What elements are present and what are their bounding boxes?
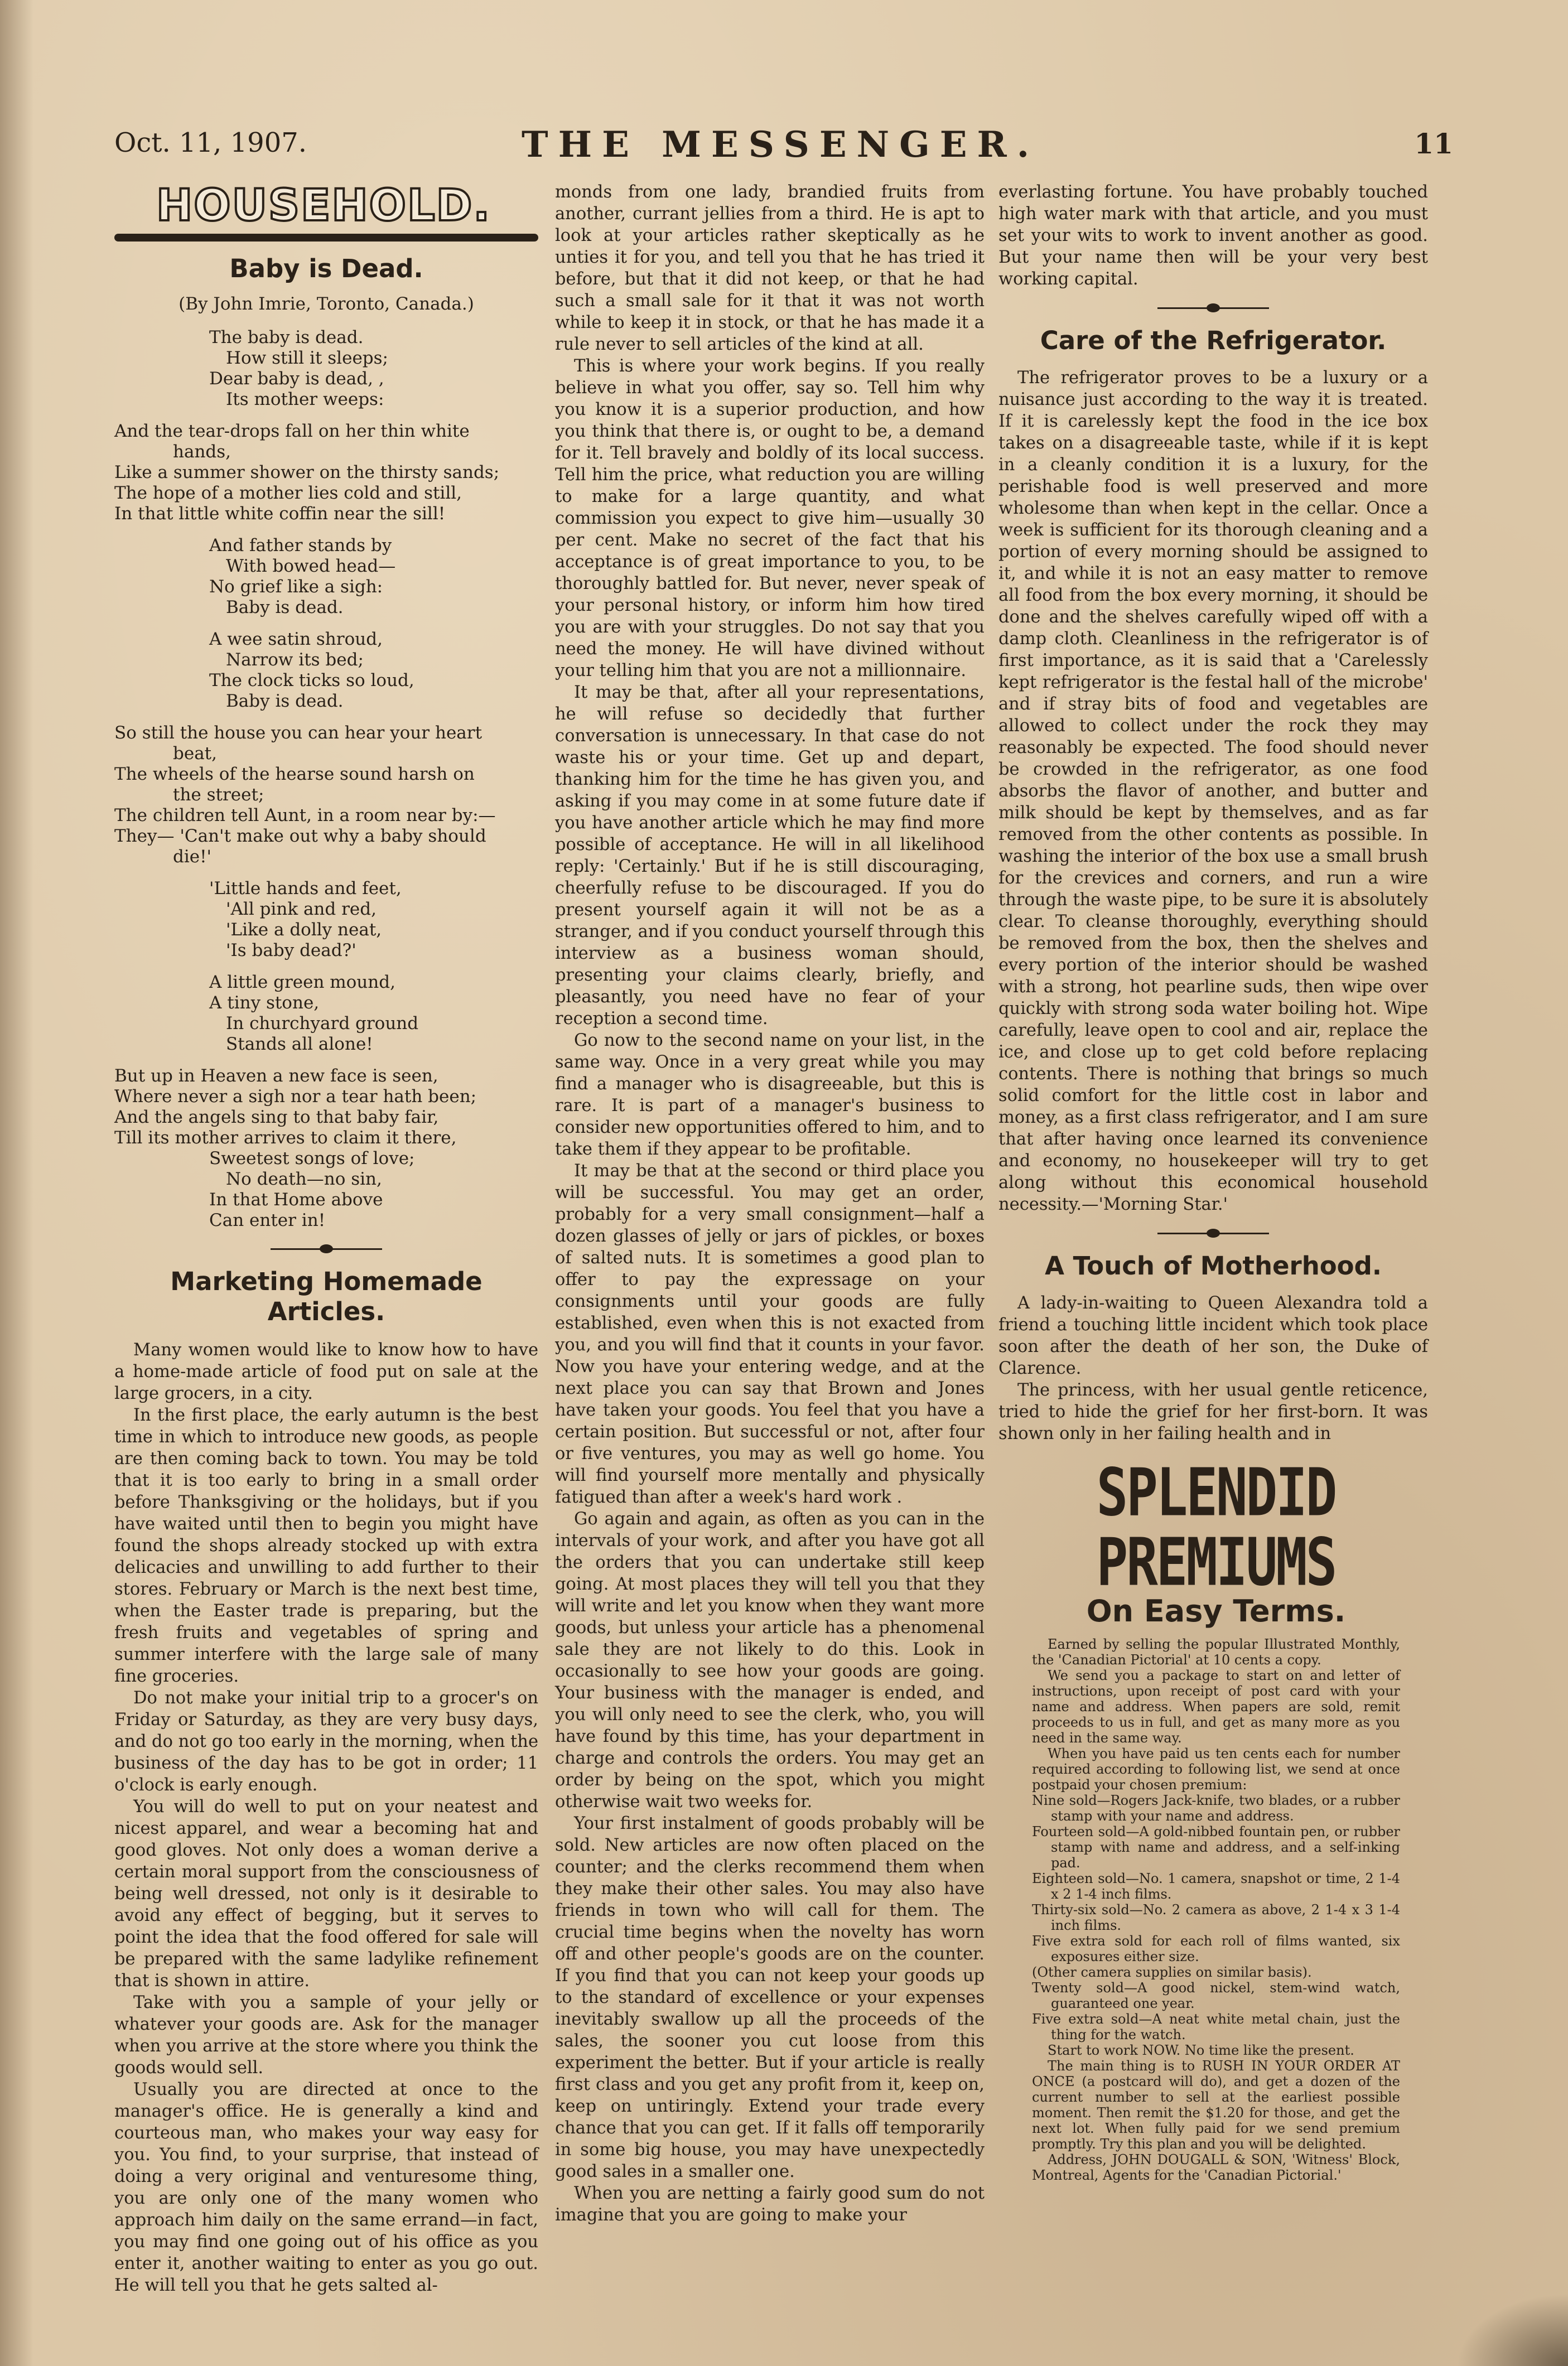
poem-body: [114, 327, 538, 1231]
poem-line: Baby is dead.: [226, 691, 344, 711]
poem-line: In that Home above: [209, 1190, 383, 1210]
article-paragraph: It may be that at the second or third place you will be successful. You may get an order, probably for a very small consignment—half a dozen glasses of jelly or jars of pickles, or boxes of salted nuts. It is sometimes a good plan to offer to pay the expressage on your consignments until your goods are fully established, even when this is not exacted from you, and you will find that it counts in your favor. Now you have your entering wedge, and at the next place you can say that Brown and Jones have taken your goods. You feel that you have a certain position. But successful or not, after four or five ventures, you may as well go home. You will find yourself more mentally and physically fatigued than after a week's hard work .: [555, 1161, 985, 1507]
page-number: 11: [1414, 127, 1453, 160]
poem-stanza: [114, 327, 538, 410]
poem-line: Can enter in!: [209, 1210, 326, 1230]
article-paragraph: Go now to the second name on your list, in the same way. Once in a very great while you may find a manager who is disagreeable, but this is rare. It is part of a manager's business to consider new opportunities offered to him, and to take them if they appear to be profitable.: [555, 1031, 985, 1159]
article-title: [114, 1267, 538, 1327]
poem-title: Baby is Dead.: [229, 254, 423, 283]
ad-body: [1032, 1636, 1400, 2183]
poem-stanza: [114, 421, 538, 524]
poem-line: the street;: [173, 785, 264, 805]
section-divider: [1157, 302, 1269, 313]
ad-paragraph: Earned by selling the popular Illustrated Monthly, the 'Canadian Pictorial' at 10 cents a copy.: [1032, 1636, 1400, 1668]
article-paragraph: Your first instalment of goods probably will be sold. New articles are now often placed on the counter; and the clerks recommend them when they make their other sales. You may also have friends in town who will call for them. The crucial time begins when the novelty has worn off and other people's goods are on the counter. If you find that you can not keep your goods up to the standard of excellence or your expenses inevitably swallow up all the proceeds of the sales, the sooner you cut loose from this experiment the better. But if your article is really first class and you get any profit from it, keep on, keep on untiringly. Extend your trade every chance that you can get. If it falls off temporarily in some big house, you may have unexpectedly good sales in a smaller one.: [555, 1814, 985, 2181]
poem-line: Stands all alone!: [226, 1034, 373, 1054]
column-3: [998, 181, 1428, 1445]
poem-line: A wee satin shroud,: [209, 629, 383, 649]
poem-line: In churchyard ground: [226, 1013, 419, 1034]
premium-item: Thirty-six sold—No. 2 camera as above, 2 1-4 x 3 1-4 inch films.: [1032, 1902, 1400, 1933]
article-paragraph: When you are netting a fairly good sum do not imagine that you are going to make your: [555, 2184, 985, 2225]
article-paragraph: Usually you are directed at once to the manager's office. He is generally a kind and courteous man, who makes your way easy for you. You find, to your surprise, that instead of doing a very original and venturesome thing, you are only one of the many women who approach him daily on the same errand—in fact, you may find one going out of his office as you enter it, another waiting to enter as you go out. He will tell you that he gets salted al-: [114, 2080, 538, 2295]
poem-stanza: [114, 723, 538, 867]
poem-line: Dear baby is dead, ,: [209, 369, 384, 389]
poem-line: 'All pink and red,: [226, 899, 377, 919]
poem-line: A tiny stone,: [209, 993, 320, 1013]
section-divider: [1157, 1228, 1269, 1239]
article-paragraph: monds from one lady, brandied fruits from another, currant jellies from a third. He is apt to look at your articles rather skeptically as he unties it for you, and tell you that he has tried it before, but that it did not keep, or that he had such a small sale for it that it was not worth while to keep it in stock, or that he has made it a rule never to sell articles of the kind at all.: [555, 182, 985, 354]
article-body-part-1: [114, 1339, 538, 2296]
motherhood-title: A Touch of Motherhood.: [1045, 1251, 1382, 1281]
poem-line: And the angels sing to that baby fair,: [114, 1107, 439, 1127]
poem-line: A little green mound,: [209, 972, 395, 992]
article-paragraph: Go again and again, as often as you can in the intervals of your work, and after you have got all the orders that you can undertake still keep going. At most places they will tell you that they will write and let you know when they want more goods, but unless your article has a phenomenal sale they are not likely to do this. Look in occasionally to see how your goods are going. Your business with the manager is ended, and you will only need to see the clerk, who, you will have found by this time, has your department in charge and controls the orders. You may get an order by being on the spot, which you might otherwise wait two weeks for.: [555, 1509, 985, 1812]
page-corner-wear: [1456, 2293, 1568, 2366]
poem-stanza: [114, 972, 538, 1055]
article-paragraph: In the first place, the early autumn is the best time in which to introduce new goods, as people are then coming back to town. You may be told that it is too early to bring in a small order before Thanksgiving or the holidays, but if you have waited until then to begin you might have found the shops already stocked up with extra delicacies and unwilling to add further to their stores. February or March is the next best time, when the Easter trade is preparing, but the fresh fruits and vegetables of spring and summer interfere with the large sale of many fine groceries.: [114, 1406, 538, 1686]
premium-item: Eighteen sold—No. 1 camera, snapshot or time, 2 1-4 x 2 1-4 inch films.: [1032, 1871, 1400, 1902]
poem-line: die!': [173, 847, 212, 867]
poem-line: No death—no sin,: [226, 1169, 382, 1189]
poem-line: The wheels of the hearse sound harsh on: [114, 764, 475, 784]
poem-line: Where never a sigh nor a tear hath been;: [114, 1087, 477, 1107]
column-2: [555, 181, 985, 2226]
ad-paragraph: We send you a package to start on and letter of instructions, upon receipt of post card with your name and address. When papers are sold, remit proceeds to us in full, and get as many more as you need in the same way.: [1032, 1668, 1400, 1746]
poem-stanza: [114, 878, 538, 961]
poem-stanza: [114, 1066, 538, 1231]
poem-byline: (By John Imrie, Toronto, Canada.): [178, 294, 474, 314]
premium-item: Five extra sold—A neat white metal chain, just the thing for the watch.: [1032, 2011, 1400, 2043]
poem-line: In that little white coffin near the sill!: [114, 504, 446, 524]
article-paragraph: The refrigerator proves to be a luxury or a nuisance just according to the way it is treated. If it is carelessly kept the food in the ice box takes on a disagreeable taste, while if it is kept in a cleanly condition it is a luxury, for the perishable food is well preserved and more wholesome than when kept in the cellar. Once a week is sufficient for its thorough cleaning and a portion of every morning should be assigned to it, and while it is not an easy matter to remove all food from the box every morning, it should be done and the shelves carefully wiped off with a damp cloth. Cleanliness in the refrigerator is of first importance, as it is said that a 'Carelessly kept refrigerator is the festal hall of the microbe' and if stray bits of food and vegetables are allowed to collect under the rock they may reasonably be expected. The food should never be crowded in the refrigerator, as one food absorbs the flavor of another, and butter and milk should be kept by themselves, and as far removed from the other contents as possible. In washing the interior of the box use a small brush for the crevices and corners, and run a wire through the waste pipe, to be sure it is absolutely clear. To cleanse thoroughly, everything should be removed from the box, then the shelves and every portion of the interior should be washed with a strong, hot pearline suds, then wipe over quickly with strong soda water boiling hot. Wipe carefully, leave open to cool and air, replace the ice, and close up to get cold before replacing contents. There is nothing that brings so much solid comfort for the little cost in labor and money, as a first class refrigerator, and I am sure that after having once learned its convenience and economy, no housekeeper will try to get along without this economical household necessity.—'Morning Star.': [998, 368, 1428, 1214]
premium-item: (Other camera supplies on similar basis).: [1032, 1964, 1312, 1980]
article-title-line-1: Marketing Homemade: [170, 1267, 483, 1296]
poem-line: With bowed head—: [226, 556, 396, 576]
poem-line: Like a summer shower on the thirsty sands;: [114, 462, 500, 482]
article-paragraph: A lady-in-waiting to Queen Alexandra told a friend a touching little incident which took place soon after the death of her son, the Duke of Clarence.: [998, 1293, 1428, 1378]
page-edge-shadow: [0, 0, 33, 2366]
poem-line: Till its mother arrives to claim it there,: [114, 1128, 457, 1148]
ad-paragraph: Address, JOHN DOUGALL & SON, 'Witness' Block, Montreal, Agents for the 'Canadian Pictorial.': [1032, 2152, 1400, 2183]
poem-line: The clock ticks so loud,: [209, 670, 414, 691]
ad-subtitle: On Easy Terms.: [1086, 1594, 1346, 1629]
page-header: [114, 124, 1453, 168]
refrigerator-title: Care of the Refrigerator.: [1040, 326, 1387, 355]
poem-line: 'Is baby dead?': [226, 940, 356, 960]
poem-line: How still it sleeps;: [226, 348, 388, 368]
poem-line: So still the house you can hear your heart: [114, 723, 483, 743]
article-paragraph: Take with you a sample of your jelly or whatever your goods are. Ask for the manager when you arrive at the store where you think the goods would sell.: [114, 1993, 538, 2078]
column-1: [114, 181, 538, 2296]
article-paragraph: It may be that, after all your representations, he will refuse so decidedly that further conversation is unnecessary. In that case do not waste his or your time. Get up and depart, thanking him for the time he has given you, and asking if you may come in at some future date if you have another article which he may find more possible of acceptance. He will in all likelihood reply: 'Certainly.' But if he is still discouraging, cheerfully refuse to be discouraged. If you do present yourself again it will not be as a stranger, and if you conduct yourself through this interview as a business woman should, presenting your claims clearly, briefly, and pleasantly, you need have no fear of your reception a second time.: [555, 683, 985, 1029]
ad-title: SPLENDID PREMIUMS: [1096, 1455, 1336, 1601]
poem-line: Its mother weeps:: [226, 389, 384, 409]
poem-line: Narrow its bed;: [226, 650, 364, 670]
poem-stanza: [114, 535, 538, 618]
poem-line: 'Little hands and feet,: [209, 878, 402, 899]
masthead-title: THE MESSENGER.: [522, 124, 1039, 166]
ad-paragraph: The main thing is to RUSH IN YOUR ORDER AT ONCE (a postcard will do), and get a dozen of the current number to sell at the earliest possible moment. Then remit the $1.20 for those, and get the next lot. When fully paid for we send premium promptly. Try this plan and you will be delighted.: [1032, 2058, 1400, 2152]
article-body-part-3: everlasting fortune. You have probably touched high water mark with that article, and you must set your wits to work to invent another as good. But your name then will be your very best working capital.: [998, 182, 1428, 289]
motherhood-body: [998, 1292, 1428, 1445]
article-paragraph: Many women would like to know how to have a home-made article of food put on sale at the large grocers, in a city.: [114, 1340, 538, 1403]
premium-item: Fourteen sold—A gold-nibbed fountain pen, or rubber stamp with name and address, and a self-inking pad.: [1032, 1824, 1400, 1871]
article-paragraph: The princess, with her usual gentle reticence, tried to hide the grief for her first-born. It was shown only in her failing health and in: [998, 1380, 1428, 1443]
article-paragraph: You will do well to put on your neatest and nicest apparel, and wear a becoming hat and good gloves. Not only does a woman derive a certain moral support from the consciousness of being well dressed, not only is it desirable to avoid any effect of begging, but it serves to point the idea that the food offered for sale will be prepared with the same ladylike refinement that is shown in attire.: [114, 1797, 538, 1991]
premium-item: Twenty sold—A good nickel, stem-wind watch, guaranteed one year.: [1032, 1980, 1400, 2011]
poem-line: But up in Heaven a new face is seen,: [114, 1066, 438, 1086]
poem-line: 'Like a dolly neat,: [226, 920, 382, 940]
article-paragraph: Do not make your initial trip to a grocer's on Friday or Saturday, as they are very busy days, and do not go too early in the morning, when the business of the day has to be got in order; 11 o'clock is early enough.: [114, 1688, 538, 1795]
ad-paragraph: Start to work NOW. No time like the present.: [1048, 2043, 1354, 2058]
poem-line: The baby is dead.: [209, 327, 364, 347]
poem-line: The children tell Aunt, in a room near by:—: [114, 805, 496, 825]
poem-line: Baby is dead.: [226, 597, 344, 617]
article-paragraph: This is where your work begins. If you really believe in what you offer, say so. Tell him why you know it is a superior production, and how you think that there is, or ought to be, a demand for it. Tell bravely and boldly of its local success. Tell him the price, what reduction you are willing to make for a large quantity, and what commission you expect to give him—usually 30 per cent. Make no secret of the fact that his acceptance is of great importance to you, to be thoroughly battled for. But never, never speak of your personal history, or inform him how tired you are with your struggles. Do not say that you need the money. He will have divined without your telling him that you are not a millionnaire.: [555, 356, 985, 680]
poem-line: Sweetest songs of love;: [209, 1148, 415, 1168]
ad-paragraph: When you have paid us ten cents each for number required according to following list, we send at once postpaid your chosen premium:: [1032, 1746, 1400, 1793]
refrigerator-body: [998, 367, 1428, 1215]
premiums-advertisement: [1032, 1455, 1400, 2183]
section-divider: [271, 1243, 382, 1254]
article-body-part-2: [555, 181, 985, 2226]
premium-item: Nine sold—Rogers Jack-knife, two blades, or a rubber stamp with your name and address.: [1032, 1793, 1400, 1824]
premium-item: Five extra sold for each roll of films wanted, six exposures either size.: [1032, 1933, 1400, 1964]
article-title-line-2: Articles.: [267, 1297, 385, 1326]
poem-line: They— 'Can't make out why a baby should: [114, 826, 486, 846]
section-banner: HOUSEHOLD.: [156, 181, 491, 231]
poem-line: No grief like a sigh:: [209, 577, 383, 597]
issue-date: Oct. 11, 1907.: [114, 127, 307, 158]
poem-stanza: [114, 629, 538, 712]
poem-line: beat,: [173, 743, 217, 764]
banner-rule: [114, 234, 538, 242]
poem-line: And the tear-drops fall on her thin white: [114, 421, 470, 441]
poem-line: hands,: [173, 442, 231, 462]
poem-line: And father stands by: [209, 535, 392, 556]
poem-line: The hope of a mother lies cold and still,: [114, 483, 462, 503]
